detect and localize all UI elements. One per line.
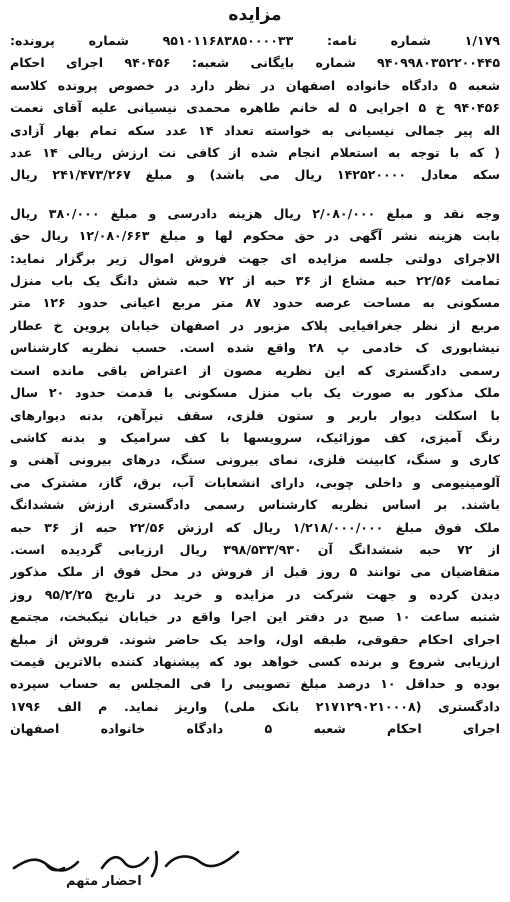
- text-line: بابت هزینه نشر آگهی در حق محکوم لها و مبلغ ۱۲/۰۸۰/۶۶۳ ریال حق: [10, 228, 500, 244]
- text-line: ۱/۱۷۹ شماره نامه: ۹۵۱۰۱۱۶۸۳۸۵۰۰۰۰۳۳ شماره پرونده:: [10, 33, 500, 48]
- text-line: اله پیر جمالی نیسیانی به خواسته تعداد ۱۴ عدد سکه تمام بهار آزادی: [10, 122, 500, 138]
- text-line: ۹۴۰۹۹۸۰۳۵۲۲۰۰۴۴۵ شماره بایگانی شعبه: ۹۴۰۴۵۶ اجرای احکام: [10, 55, 500, 71]
- text-line: بوده و حداقل ۱۰ درصد مبلغ تصویبی را فی المجلس به حساب سپرده: [10, 676, 500, 692]
- text-line: ملک فوق مبلغ ۱/۲۱۸/۰۰۰/۰۰۰ ریال که ارزش ۲۲/۵۶ حبه از ۳۶ حبه: [10, 519, 500, 535]
- text-line: ارزیابی شروع و برنده کسی خواهد بود که پیشنهاد کننده بالاترین قیمت: [10, 653, 500, 669]
- text-line: دیدن کرده و جهت شرکت در مزایده و خرید در تاریخ ۹۵/۲/۲۵ روز: [10, 586, 500, 602]
- text-line: ( که با توجه به استعلام انجام شده از کافی نت ارزش ریالی ۱۴ عدد: [10, 145, 500, 161]
- notice: [10, 4, 500, 741]
- signature: [6, 838, 256, 889]
- text-line: رنگ آمیزی، کف موزائیک، سرویسها با کف سرامیک و بدنه کاشی: [10, 429, 500, 445]
- text-line: وجه نقد و مبلغ ۲/۰۸۰/۰۰۰ ریال هزینه دادرسی و مبلغ ۳۸۰/۰۰۰ ریال: [10, 205, 500, 221]
- text-line: باشند. بر اساس نظریه کارشناس رسمی دادگستری ارزش ششدانگ: [10, 497, 500, 513]
- text-line: شنبه ساعت ۱۰ صبح در دفتر این اجرا واقع در خیابان نیکبخت، مجتمع: [10, 609, 500, 625]
- notice-title: مزایده: [228, 5, 282, 25]
- text-line: متقاضیان می توانند ۵ روز قبل از فروش در محل فوق از ملک مذکور: [10, 564, 500, 580]
- text-line: اجرای احکام حقوقی، طبقه اول، واحد یک حاضر شوند. فروش از مبلغ: [10, 631, 500, 647]
- text-line: از ۷۲ حبه ششدانگ آن ۳۹۸/۵۳۳/۹۳۰ ریال ارزیابی گردیده است.: [10, 541, 500, 557]
- text-line: رسمی دادگستری که این نظریه مصون از اعتراض باقی مانده است: [10, 362, 500, 378]
- text-line: مسکونی به مساحت عرصه حدود ۸۷ متر مربع اعیانی حدود ۱۲۶ متر: [10, 295, 500, 311]
- text-line: سکه معادل ۱۴۲۵۲۰۰۰۰ ریال می باشد) و مبلغ ۲۴۱/۴۷۳/۲۶۷ ریال: [10, 167, 500, 183]
- text-line: ملک مذکور به صورت یک باب منزل مسکونی با قدمت حدود ۲۰ سال: [10, 385, 500, 401]
- paragraph-body: [10, 203, 500, 741]
- text-line: تمامت ۲۲/۵۶ حبه مشاع از ۳۶ حبه از ۷۲ حبه شش دانگ یک باب منزل: [10, 273, 500, 289]
- text-line: آلومینیومی و داخلی چوبی، دارای انشعابات آب، برق، گاز، مشترک می: [10, 474, 500, 490]
- text-line: ۹۴۰۴۵۶ خ ۵ اجرایی ۵ له خانم طاهره محمدی نیسیانی علیه آقای نعمت: [10, 100, 500, 116]
- column-break: [10, 187, 500, 203]
- paragraph-header: [10, 30, 500, 187]
- text-line: شعبه ۵ دادگاه خانواده اصفهان در نظر دارد در خصوص پرونده کلاسه: [10, 77, 500, 93]
- text-line: مربع از نظر جغرافیایی پلاک مزبور در اصفهان خیابان پروین خ عطار: [10, 317, 500, 333]
- text-line: کاری و سنگ، کابینت فلزی، نمای بیرونی سنگ، درهای بیرونی آهنی و: [10, 452, 500, 468]
- signature-stamp: احضار متهم: [66, 874, 142, 889]
- text-line: الاجرای دولتی جلسه مزایده ای جهت فروش اموال زیر برگزار نماید:: [10, 250, 500, 266]
- text-line: اجرای احکام شعبه ۵ دادگاه خانواده اصفهان: [10, 721, 500, 737]
- text-line: با اسکلت دیوار باربر و ستون فلزی، سقف تیرآهن، بدنه دیوارهای: [10, 407, 500, 423]
- text-line: نیشابوری ک خادمی پ ۲۸ واقع شده است. حسب نظریه کارشناس: [10, 340, 500, 356]
- text-line: دادگستری (۲۱۷۱۲۹۰۲۱۰۰۰۸ بانک ملی) واریز نماید. م الف ۱۷۹۶: [10, 698, 500, 714]
